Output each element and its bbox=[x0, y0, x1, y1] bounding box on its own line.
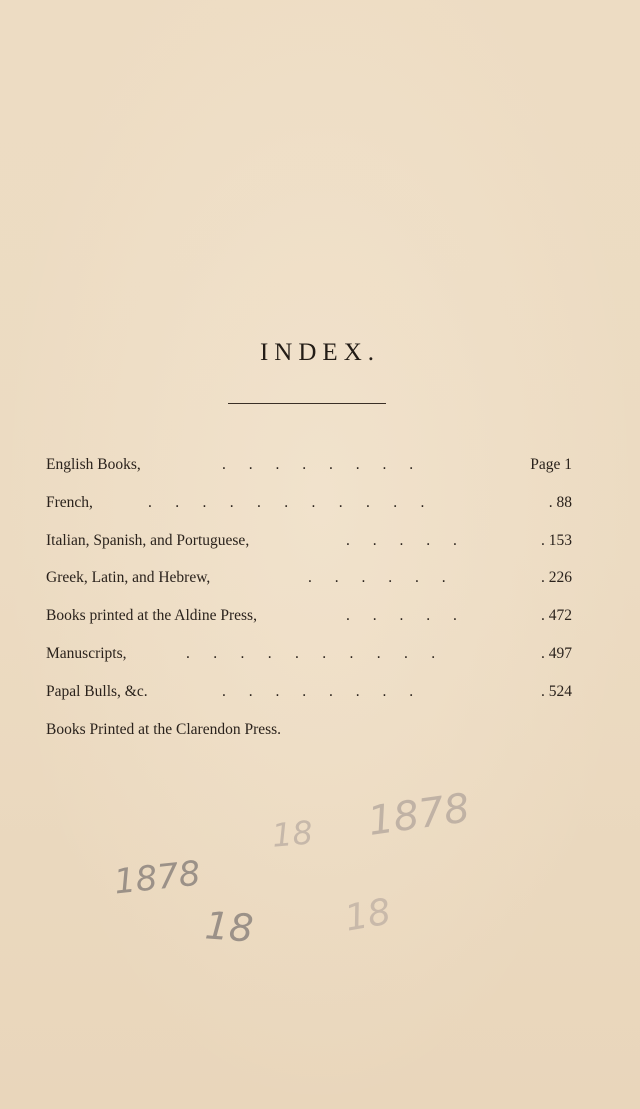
index-entry bbox=[46, 645, 572, 669]
title-divider bbox=[228, 403, 386, 404]
index-entry bbox=[46, 607, 572, 631]
entry-leader-dots: . . . . . bbox=[346, 607, 457, 624]
entry-page-number: . 497 bbox=[541, 645, 572, 662]
index-entry bbox=[46, 456, 572, 480]
page-title: INDEX. bbox=[259, 338, 380, 366]
entry-page-number: . 88 bbox=[548, 494, 572, 511]
entry-page-number: . 153 bbox=[541, 532, 572, 549]
entry-page-number: . 524 bbox=[541, 683, 572, 700]
index-entry bbox=[46, 494, 572, 518]
entry-label: English Books, bbox=[46, 456, 141, 473]
entry-leader-dots: . . . . . . . . . . . bbox=[148, 494, 425, 511]
index-entry bbox=[46, 721, 572, 745]
entry-label: Italian, Spanish, and Portuguese, bbox=[46, 532, 250, 549]
index-entry bbox=[46, 569, 572, 593]
entry-label: Books Printed at the Clarendon Press. bbox=[46, 721, 282, 738]
entry-leader-dots: . . . . . . . . bbox=[222, 456, 414, 473]
entry-label: Greek, Latin, and Hebrew, bbox=[46, 569, 211, 586]
entry-leader-dots: . . . . . . . . bbox=[222, 683, 414, 700]
entry-label: Manuscripts, bbox=[46, 645, 127, 662]
entry-label: French, bbox=[46, 494, 93, 511]
entry-leader-dots: . . . . . . bbox=[308, 569, 446, 586]
entry-page-number: . 226 bbox=[541, 569, 572, 586]
pencil-annotation: 1878 bbox=[365, 785, 473, 845]
entry-leader-dots: . . . . . . . . . . bbox=[186, 645, 436, 662]
entry-label: Books printed at the Aldine Press, bbox=[46, 607, 257, 624]
pencil-annotation: 18 bbox=[270, 813, 315, 855]
entry-page-number: . 472 bbox=[541, 607, 572, 624]
entry-page-number: Page 1 bbox=[530, 456, 572, 473]
entry-label: Papal Bulls, &c. bbox=[46, 683, 148, 700]
index-entry bbox=[46, 532, 572, 556]
pencil-annotation: 18 bbox=[203, 903, 255, 951]
index-entry bbox=[46, 683, 572, 707]
entry-leader-dots: . . . . . bbox=[346, 532, 457, 549]
pencil-annotation: 1878 bbox=[112, 853, 203, 903]
pencil-annotation: 18 bbox=[341, 891, 395, 940]
